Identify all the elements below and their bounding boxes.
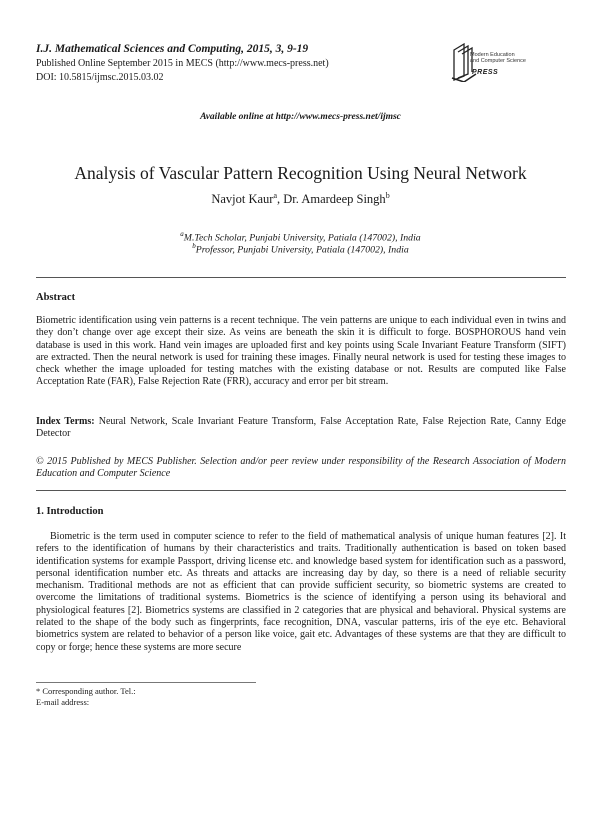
copyright: © 2015 Published by MECS Publisher. Selection and/or peer review under responsibility of the Research Association of Modern Education and Computer Science bbox=[36, 456, 566, 480]
author-1: Navjot Kaur bbox=[211, 192, 274, 207]
introduction-heading: 1. Introduction bbox=[36, 506, 104, 517]
divider bbox=[36, 490, 566, 491]
journal-citation: I.J. Mathematical Sciences and Computing, 2015, 3, 9-19 bbox=[36, 43, 309, 55]
available-online: Available online at http://www.mecs-press.net/ijmsc bbox=[200, 112, 401, 122]
footnote-corresponding: * Corresponding author. Tel.: bbox=[36, 686, 136, 696]
author-2: , Dr. Amardeep Singh bbox=[277, 192, 386, 207]
logo-press: PRESS bbox=[472, 69, 499, 76]
index-terms: Index Terms: Neural Network, Scale Invariant Feature Transform, False Acceptation Rate, False Rejection Rate, Canny Edge Detector bbox=[36, 416, 566, 440]
footnote-divider bbox=[36, 682, 256, 683]
affiliation-2: $^b$Professor, Punjabi University, Patiala (147002), India bbox=[192, 242, 409, 256]
footnote-email: E-mail address: bbox=[36, 697, 90, 707]
abstract-text: Biometric identification using vein patterns is a recent technique. The vein patterns are unique to each individual even in twins and they don’t change over age except their size. As veins are beneath the skin it is difficult to forge. BOSPHOROUS hand vein database is used in this work. Hand vein images are uploaded first and key points using Scale Invariant Feature Transform (SIFT) are extracted. Then the neural network is used for training these images. Finally neural network is used for testing these images to check whether the image uploaded for testing matches with the existing database or not. Results are computed like False Acceptation Rate (FAR), False Rejection Rate (FRR), accuracy and error per bit stream. bbox=[36, 315, 566, 388]
mecs-press-logo bbox=[450, 38, 562, 90]
divider bbox=[36, 277, 566, 278]
paper-title: Analysis of Vascular Pattern Recognition Using Neural Network bbox=[74, 163, 527, 183]
authors: Navjot Kaur$^a$, Dr. Amardeep Singh$^b$ bbox=[211, 191, 390, 207]
index-terms-label: Index Terms: bbox=[36, 416, 95, 427]
introduction-text: Biometric is the term used in computer science to refer to the field of mathematical analysis of unique human features [2]. It refers to the identification of humans by their characteristics and traits. Traditionally authentication is based on token based identification systems for example Passport, driving license etc. and knowledge based system for identification such as a password, personal identification number etc. As threats and attacks are increasing day by day, so there is a need of reliable security mechanism. Traditional methods are not as efficient that can provide sufficient security, so biometric systems are created to overcome the limitations of traditional systems. Biometrics is the science of identifying a person using its behavioral and physiological features [2]. Biometrics systems are classified in 2 categories that are physical and behavioral. Physical systems are related to the shape of the body such as fingerprints, face recognition, DNA, vascular patterns, iris of the eye etc. Behavioral biometrics system are related to behavior of a person like voice, gait etc. Advantages of these systems are that they are difficult to copy or forge; hence these systems are more secure bbox=[36, 531, 566, 653]
logo-text: Modern Education and Computer Science bbox=[470, 52, 526, 64]
affiliation-1: $^a$M.Tech Scholar, Punjabi University, Patiala (147002), India bbox=[180, 230, 421, 244]
abstract-heading: Abstract bbox=[36, 292, 76, 303]
doi: DOI: 10.5815/ijmsc.2015.03.02 bbox=[36, 72, 164, 83]
publication-info: Published Online September 2015 in MECS (http://www.mecs-press.net) bbox=[36, 58, 329, 69]
